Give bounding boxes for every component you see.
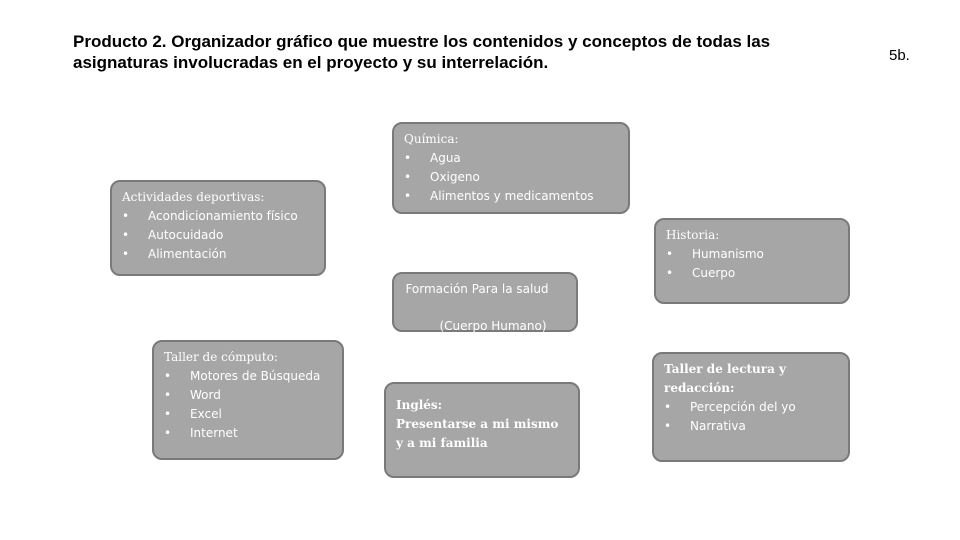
list-item: • Narrativa: [664, 417, 838, 436]
node-title: Taller de cómputo:: [164, 350, 278, 364]
slide-number: 5b.: [889, 47, 910, 64]
node-list: [664, 398, 838, 436]
node-taller-lectura: [652, 352, 850, 462]
central-title: Formación Para la salud: [405, 282, 549, 296]
node-list: [122, 207, 314, 264]
list-item: • Motores de Búsqueda: [164, 367, 332, 386]
list-item: • Acondicionamiento físico: [122, 207, 314, 226]
node-title: Química:: [404, 132, 459, 146]
node-text: Presentarse a mi mismo y a mi familia: [396, 417, 559, 450]
central-subtitle: (Cuerpo Humano): [439, 319, 547, 333]
node-title: Taller de lectura y redacción:: [664, 362, 787, 395]
list-item: • Alimentos y medicamentos: [404, 187, 618, 206]
list-item: • Oxigeno: [404, 168, 618, 187]
list-item: • Alimentación: [122, 245, 314, 264]
node-list: [404, 149, 618, 206]
node-central: [392, 272, 578, 332]
list-item: • Cuerpo: [666, 264, 838, 283]
list-item: • Excel: [164, 405, 332, 424]
node-title: Inglés:: [396, 398, 443, 412]
page-title: Producto 2. Organizador gráfico que muestre los contenidos y conceptos de todas las asignaturas involucradas en el proyecto y su interrelación.: [73, 32, 771, 72]
list-item: • Agua: [404, 149, 618, 168]
node-ingles: [384, 382, 580, 478]
list-item: • Word: [164, 386, 332, 405]
list-item: • Humanismo: [666, 245, 838, 264]
node-historia: [654, 218, 850, 304]
node-title: Actividades deportivas:: [122, 190, 265, 204]
node-taller-computo: [152, 340, 344, 460]
node-quimica: [392, 122, 630, 214]
list-item: • Percepción del yo: [664, 398, 838, 417]
node-title: Historia:: [666, 228, 720, 242]
node-actividades-deportivas: [110, 180, 326, 276]
node-list: [164, 367, 332, 443]
node-list: [666, 245, 838, 283]
list-item: • Autocuidado: [122, 226, 314, 245]
list-item: • Internet: [164, 424, 332, 443]
